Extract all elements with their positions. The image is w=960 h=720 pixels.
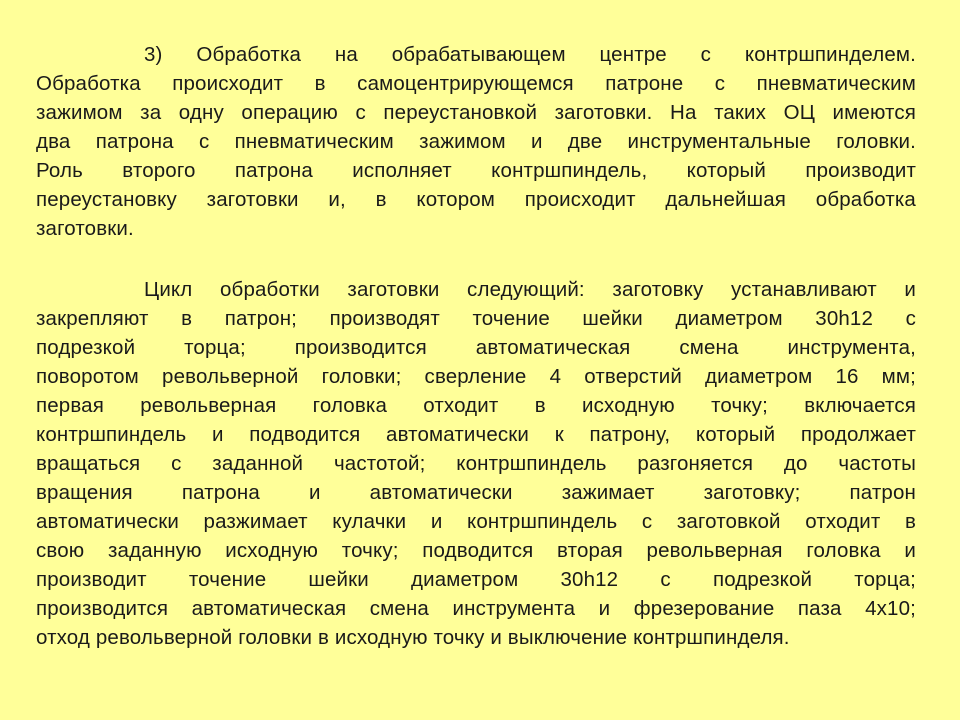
text-line: переустановку заготовки и, в котором происходит дальнейшая обработка [36,188,916,211]
text-line: Роль второго патрона исполняет контршпиндель, который производит [36,159,916,182]
text-line: вращаться с заданной частотой; контршпиндель разгоняется до частоты [36,452,916,475]
text-line: закрепляют в патрон; производят точение шейки диаметром 30h12 с [36,307,916,330]
text-line: зажимом за одну операцию с переустановкой заготовки. На таких ОЦ имеются [36,101,916,124]
text-line: вращения патрона и автоматически зажимает заготовку; патрон [36,481,916,504]
paragraph-machining-center [36,40,916,243]
text-line: заготовки. [36,217,134,240]
text-line: отход револьверной головки в исходную точку и выключение контршпинделя. [36,626,790,649]
slide-body [36,40,916,652]
text-line: свою заданную исходную точку; подводится вторая револьверная головка и [36,539,916,562]
text-line: поворотом револьверной головки; сверление 4 отверстий диаметром 16 мм; [36,365,916,388]
text-line: первая револьверная головка отходит в исходную точку; включается [36,394,916,417]
paragraph-gap [36,243,916,275]
text-line: два патрона с пневматическим зажимом и две инструментальные головки. [36,130,916,153]
text-line: производится автоматическая смена инструмента и фрезерование паза 4х10; [36,597,916,620]
text-line: автоматически разжимает кулачки и контршпиндель с заготовкой отходит в [36,510,916,533]
text-line: Цикл обработки заготовки следующий: заготовку устанавливают и [144,278,916,301]
text-line: подрезкой торца; производится автоматическая смена инструмента, [36,336,916,359]
text-line: контршпиндель и подводится автоматически к патрону, который продолжает [36,423,916,446]
text-line: Обработка происходит в самоцентрирующемся патроне с пневматическим [36,72,916,95]
paragraph-processing-cycle [36,275,916,652]
text-line: производит точение шейки диаметром 30h12 с подрезкой торца; [36,568,916,591]
text-line: 3) Обработка на обрабатывающем центре с контршпинделем. [144,43,916,66]
